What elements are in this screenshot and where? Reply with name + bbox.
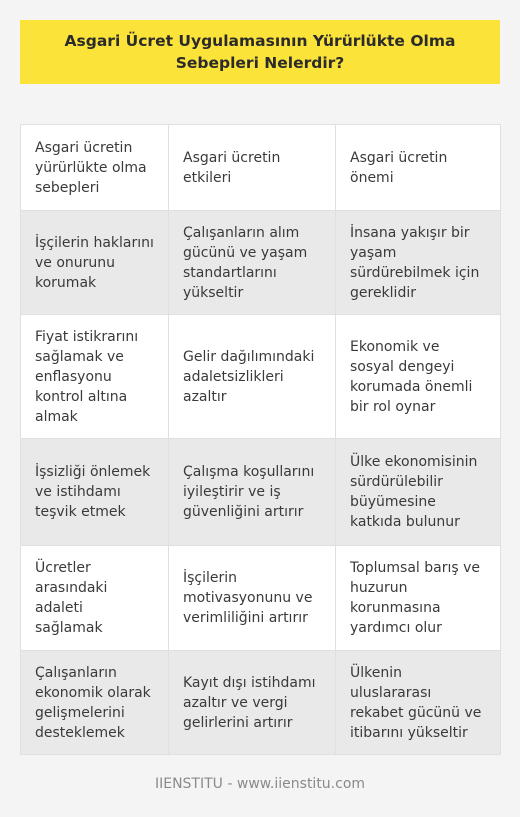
page-title: Asgari Ücret Uygulamasının Yürürlükte Olma Sebepleri Nelerdir? <box>64 32 456 72</box>
table-cell: Gelir dağılımındaki adaletsizlikleri azaltır <box>169 315 336 439</box>
table-cell: Çalışanların ekonomik olarak gelişmelerini desteklemek <box>21 651 169 755</box>
table-cell: Fiyat istikrarını sağlamak ve enflasyonu kontrol altına almak <box>21 315 169 439</box>
table-cell: Kayıt dışı istihdamı azaltır ve vergi gelirlerini artırır <box>169 651 336 755</box>
table-cell: İşsizliği önlemek ve istihdamı teşvik etmek <box>21 439 169 546</box>
table-row <box>21 315 501 439</box>
header-cell: Asgari ücretin yürürlükte olma sebepleri <box>21 125 169 211</box>
table-cell: İnsana yakışır bir yaşam sürdürebilmek için gereklidir <box>336 211 501 315</box>
title-banner <box>20 20 500 84</box>
table-cell: İşçilerin haklarını ve onurunu korumak <box>21 211 169 315</box>
table-row <box>21 439 501 546</box>
info-table <box>20 124 501 755</box>
header-cell: Asgari ücretin önemi <box>336 125 501 211</box>
table-cell: Çalışanların alım gücünü ve yaşam standartlarını yükseltir <box>169 211 336 315</box>
table-cell: Ülke ekonomisinin sürdürülebilir büyümesine katkıda bulunur <box>336 439 501 546</box>
table-row <box>21 546 501 651</box>
footer-credit: IIENSTITU - www.iienstitu.com <box>154 776 366 792</box>
table-row <box>21 211 501 315</box>
table-row <box>21 651 501 755</box>
table-cell: Ücretler arasındaki adaleti sağlamak <box>21 546 169 651</box>
table-cell: Çalışma koşullarını iyileştirir ve iş güvenliğini artırır <box>169 439 336 546</box>
table-cell: İşçilerin motivasyonunu ve verimliliğini artırır <box>169 546 336 651</box>
header-cell: Asgari ücretin etkileri <box>169 125 336 211</box>
table-cell: Ekonomik ve sosyal dengeyi korumada önemli bir rol oynar <box>336 315 501 439</box>
table-header-row <box>21 125 501 211</box>
table-cell: Toplumsal barış ve huzurun korunmasına yardımcı olur <box>336 546 501 651</box>
table-cell: Ülkenin uluslararası rekabet gücünü ve itibarını yükseltir <box>336 651 501 755</box>
